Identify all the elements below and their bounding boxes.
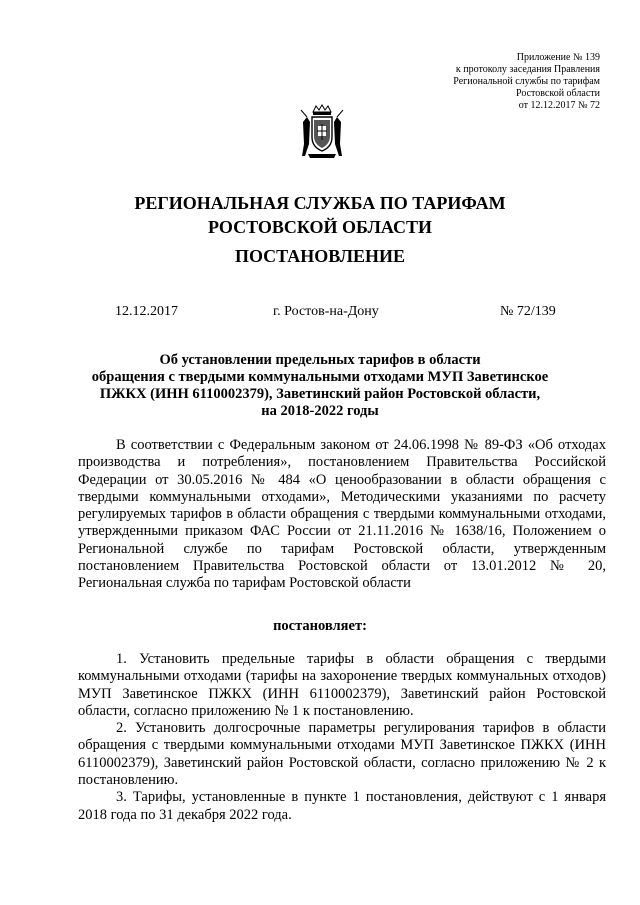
annex-line: Ростовской области xyxy=(516,88,600,99)
preamble-paragraph: В соответствии с Федеральным законом от 24.06.1998 № 89-ФЗ «Об отходах производства и потребления», постановлением Правительства Российской Федерации от 30.05.2016 № 484 «О ценообразовании в области обращения с твердыми коммунальными отходами», Методическими указаниями по расчету регулируемых тарифов в области обращения с твердыми коммунальными отходами, утвержденными приказом ФАС России от 21.11.2016 № 1638/16, Положением о Региональной службе по тарифам Ростовской области, утвержденным постановлением Правительства Ростовской области от 13.01.2012 № 20, Региональная служба по тарифам Ростовской области xyxy=(78,437,606,592)
items-block xyxy=(78,651,606,824)
preamble-block xyxy=(78,437,606,593)
document-place: г. Ростов-на-Дону xyxy=(273,304,379,319)
decree-item: 2. Установить долгосрочные параметры регулирования тарифов в области обращения с твердыми коммунальными отходами МУП Заветинское ПЖКХ (ИНН 6110002379), Заветинский район Ростовской области, согласно приложению № 2 к постановлению. xyxy=(78,720,606,789)
annex-line: от 12.12.2017 № 72 xyxy=(518,100,600,111)
decree-item: 3. Тарифы, установленные в пункте 1 постановления, действуют с 1 января 2018 года по 31 декабря 2022 года. xyxy=(78,789,606,823)
document-date: 12.12.2017 xyxy=(115,304,178,319)
annex-note xyxy=(370,52,600,112)
decree-item: 1. Установить предельные тарифы в области обращения с твердыми коммунальными отходами (тарифы на захоронение твердых коммунальных отходов) МУП Заветинское ПЖКХ (ИНН 6110002379), Заветинский район Ростовской области, согласно приложению № 1 к постановлению. xyxy=(78,651,606,719)
annex-line: Региональной службы по тарифам xyxy=(453,76,600,87)
annex-line: к протоколу заседания Правления xyxy=(455,64,600,75)
decree-word: постановляет: xyxy=(273,618,367,634)
org-line: РОСТОВСКОЙ ОБЛАСТИ xyxy=(208,217,432,237)
title-line: на 2018-2022 годы xyxy=(261,403,379,419)
org-line: РЕГИОНАЛЬНАЯ СЛУЖБА ПО ТАРИФАМ xyxy=(134,193,506,213)
organization-name xyxy=(0,191,640,239)
title-line: обращения с твердыми коммунальными отходами МУП Заветинское xyxy=(91,369,549,385)
annex-line: Приложение № 139 xyxy=(516,52,600,63)
rostov-oblast-coat-of-arms-icon xyxy=(299,104,345,160)
title-line: ПЖКХ (ИНН 6110002379), Заветинский район Ростовской области, xyxy=(99,386,541,402)
document-title xyxy=(0,352,640,420)
document-number: № 72/139 xyxy=(500,304,556,319)
document-type: ПОСТАНОВЛЕНИЕ xyxy=(234,246,406,266)
title-line: Об установлении предельных тарифов в области xyxy=(159,352,481,368)
